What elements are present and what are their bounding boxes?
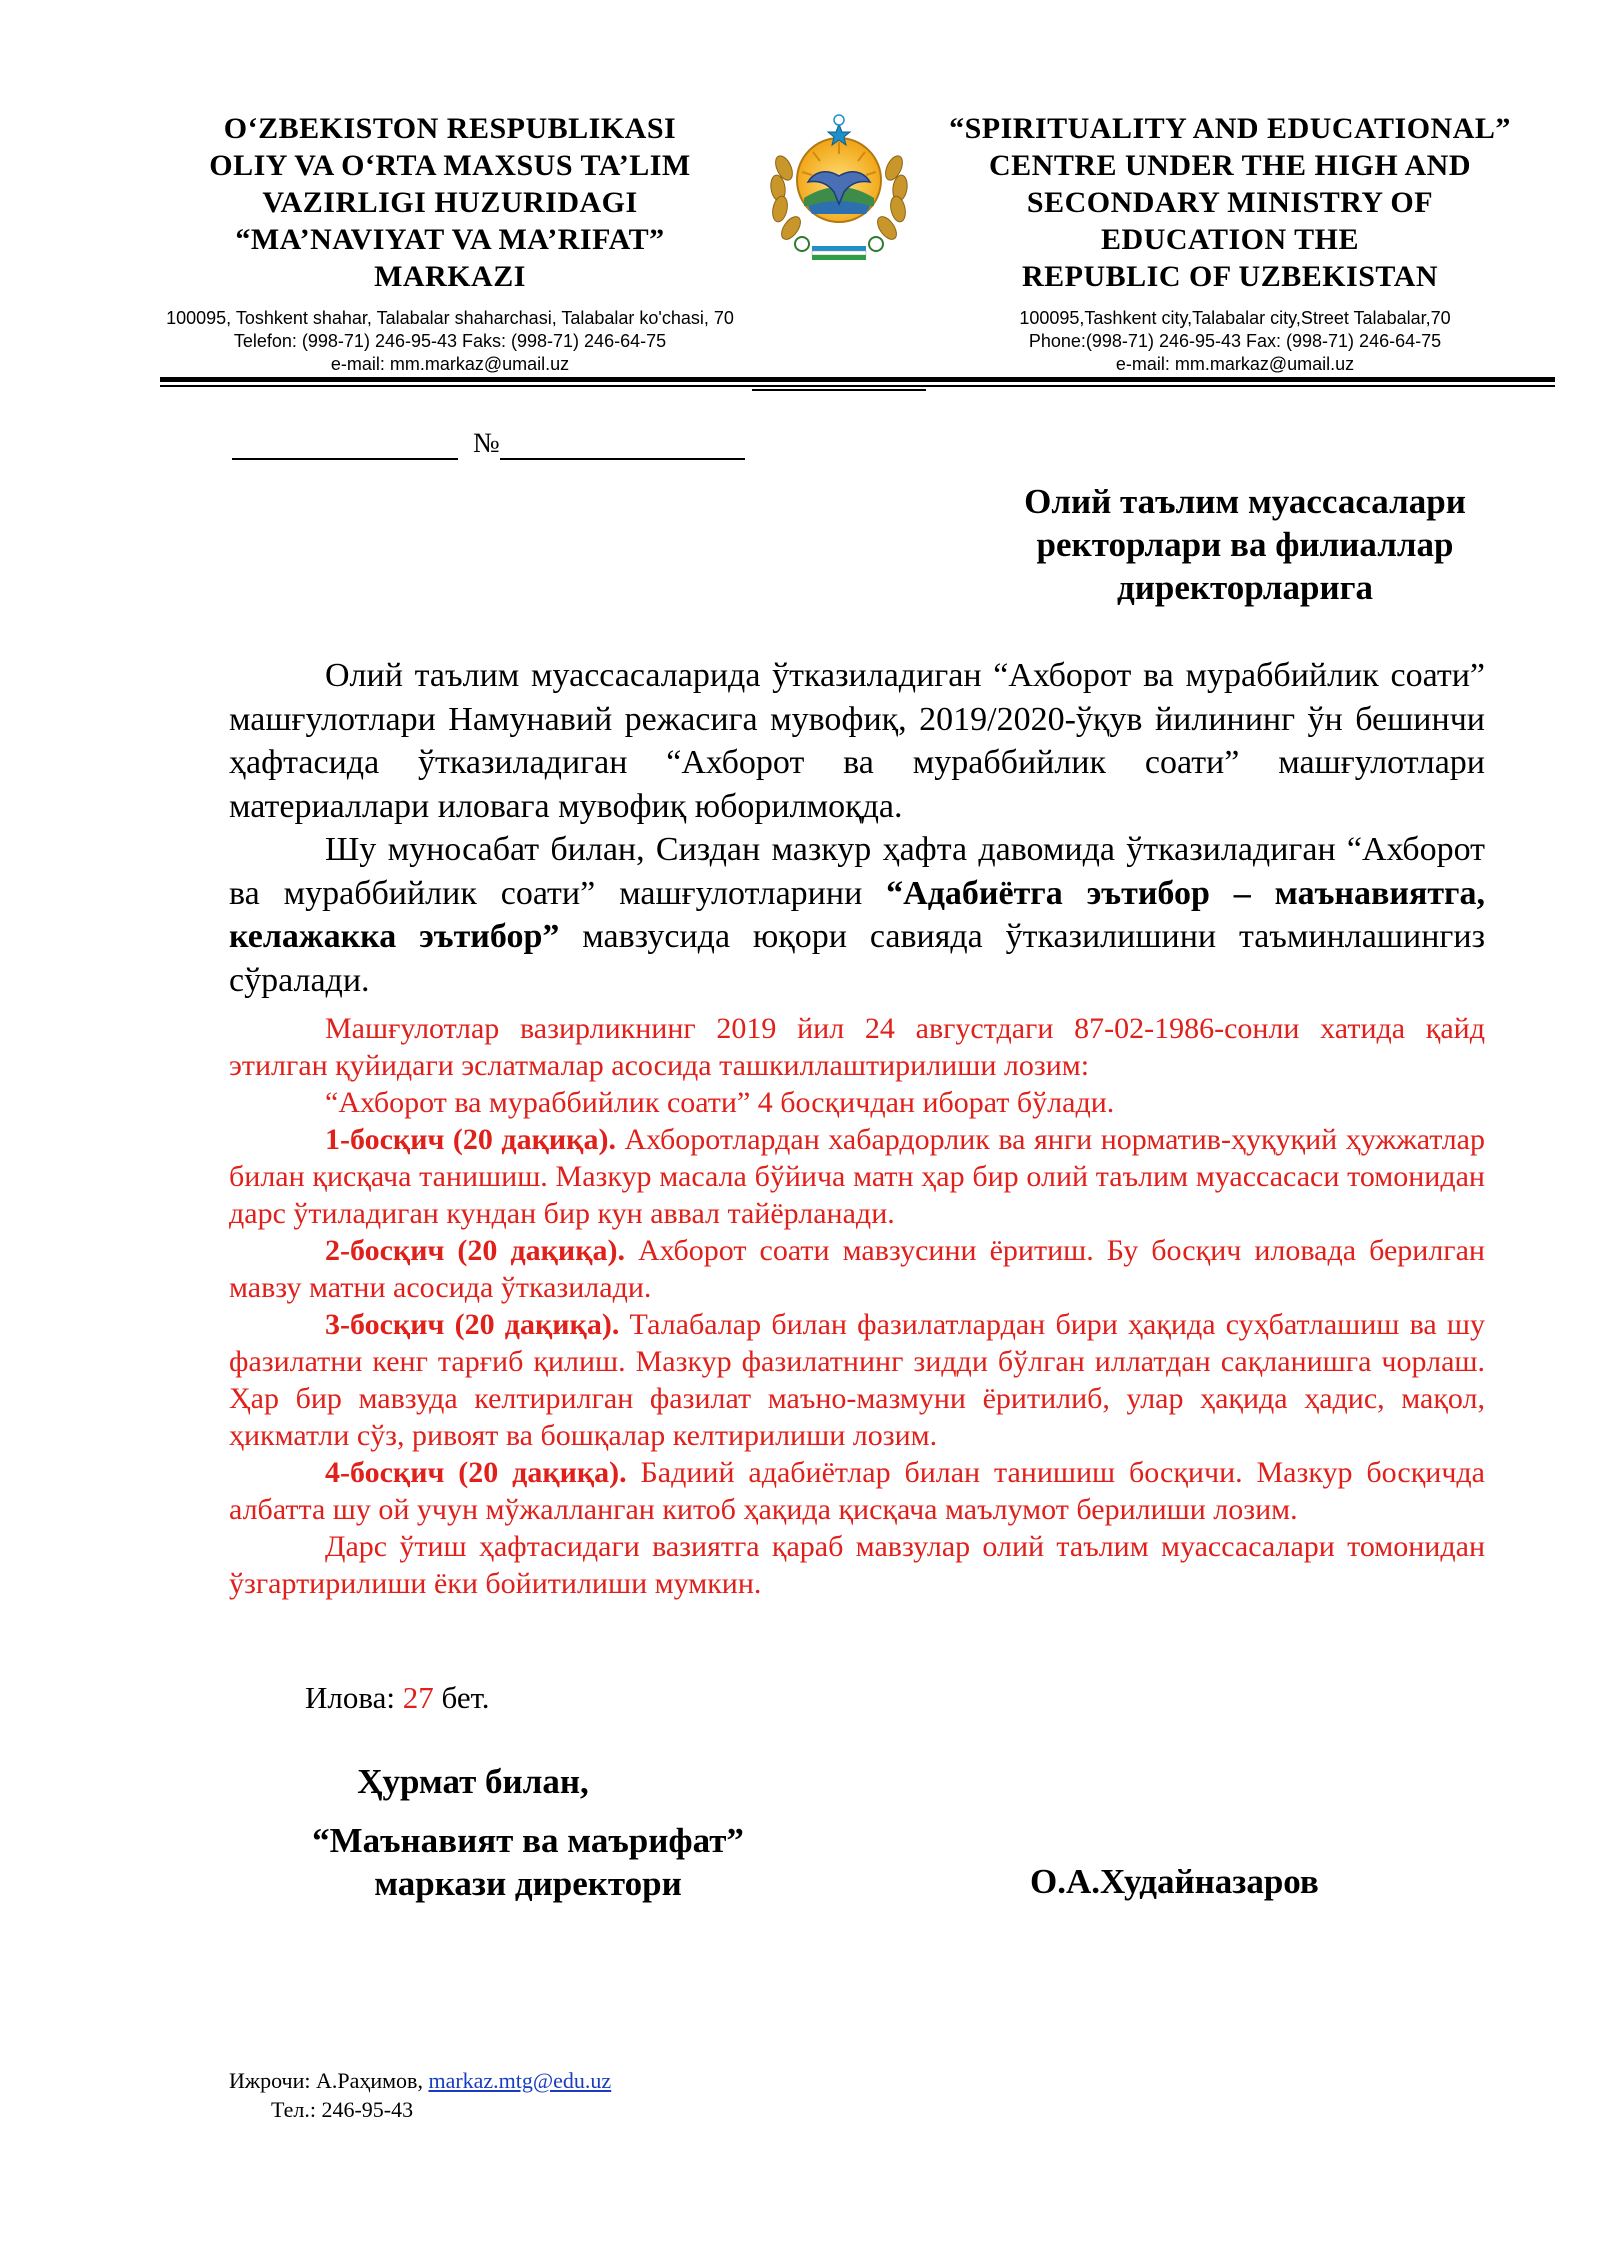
signature-closing: Ҳурмат билан, [357,1762,589,1801]
header-right-address-line: 100095,Tashkent city,Talabalar city,Street Talabalar,70 [1019,308,1451,328]
executor-line [229,2066,611,2095]
header-right-address [925,307,1545,376]
header-right-line-2: CENTRE UNDER THE HIGH AND [988,149,1472,182]
stage-4-label: 4-босқич (20 дақиқа). [325,1456,627,1489]
executor-email-link[interactable]: markaz.mtg@edu.uz [428,2068,612,2093]
header-left-line-1: O‘ZBEKISTON RESPUBLIKASI [223,112,677,145]
note-intro: Машғулотлар вазирликнинг 2019 йил 24 августдаги 87-02-1986-сонли хатида қайд этилган қуйидаги эслатмалар асосида ташкиллаштирилиши лозим: [229,1012,1485,1082]
note-stage-1 [229,1121,1485,1232]
body-paragraph-1: Олий таълим муассасаларида ўтказиладиган “Ахборот ва мураббийлик соати” машғулотлари Намунавий режасига мувофиқ, 2019/2020-ўқув йилининг ўн бешинчи ҳафтасида ўтказиладиган “Ахборот ва мураббийлик соати” машғулотлари материаллари иловага мувофиқ юборилмоқда. [229,657,1485,825]
stage-4-text: Бадиий адабиётлар билан танишиш босқичи. Мазкур босқичда албатта шу ой учун мўжалланган китоб ҳақида қисқача маълумот берилиши лозим. [229,1456,1485,1526]
stage-1-label: 1-босқич (20 дақиқа). [325,1123,616,1156]
number-sign: № [473,428,500,459]
executor-phone: Тел.: 246-95-43 [271,2097,414,2122]
attachment-line [305,1680,490,1716]
attachment-unit: бет. [433,1680,490,1715]
header-right-line-4: EDUCATION THE [1101,223,1359,256]
addressee-line-1: Олий таълим муассасалари [1024,482,1466,521]
signature-block [248,1760,808,1905]
stage-2-label: 2-босқич (20 дақиқа). [325,1234,625,1267]
stage-2-text: Ахборот соати мавзусини ёритиш. Бу босқич иловада берилган мавзу матни асосида ўтказилади. [229,1234,1485,1304]
header-left-org-name [160,110,740,295]
header-right-line-3: SECONDARY MINISTRY OF [1026,186,1434,219]
body-paragraph-2 [229,828,1485,1002]
stage-3-label: 3-босқич (20 дақиқа). [325,1308,620,1341]
attachment-page-count: 27 [402,1680,434,1715]
note-final: Дарс ўтиш ҳафтасидаги вазиятга қараб мавзулар олий таълим муассасалари томонидан ўзгартирилиши ёки бойитилиши мумкин. [229,1530,1485,1600]
header-left-line-2: OLIY VA O‘RTA MAXSUS TA’LIM [209,149,691,182]
stage-3-text: Талабалар билан фазилатлардан бири ҳақида суҳбатлашиш ва шу фазилатни кенг тарғиб қилиш. Мазкур фазилатнинг зидди бўлган иллатдан сақланишга чорлаш. Ҳар бир мавзуда келтирилган фазилат маъно-мазмуни ёритилиб, улар ҳақида ҳадис, мақол, ҳикматли сўз, ривоят ва бошқалар келтирилиши лозим. [229,1308,1485,1452]
date-blank [232,428,458,460]
topic-title: “Адабиётга эътибор – маънавиятга, келажакка эътибор” [229,874,1485,955]
signature-position: маркази директори [374,1864,682,1903]
stage-1-text: Ахборотлардан хабардорлик ва янги норматив-ҳуқуқий ҳужжатлар билан қисқача танишиш. Мазкур масала бўйича матн ҳар бир олий таълим муассасаси томонидан дарс ўтиладиган кундан бир кун аввал тайёрланади. [229,1123,1485,1230]
header-left-address-line: 100095, Toshkent shahar, Talabalar shaharchasi, Talabalar ko'chasi, 70 [166,308,734,328]
document-number-line [232,428,745,460]
header-left-address [130,307,770,376]
red-notes-block [229,1010,1485,1602]
note-stage-4 [229,1454,1485,1528]
addressee-line-2: ректорлари ва филиаллар [1036,525,1454,564]
attachment-label: Илова: [305,1680,403,1715]
addressee-block [960,480,1530,609]
header-right-email-line: e-mail: mm.markaz@umail.uz [1115,354,1355,374]
header-divider-thick [160,377,1555,382]
uzbekistan-state-emblem-icon [762,106,916,266]
executor-block [229,2066,611,2124]
header-left-phone-line: Telefon: (998-71) 246-95-43 Faks: (998-71) 246-64-75 [233,331,667,351]
number-blank [500,428,745,460]
note-stage-3 [229,1306,1485,1454]
header-right-line-5: REPUBLIC OF UZBEKISTAN [1021,260,1439,293]
header-right-line-1: “SPIRITUALITY AND EDUCATIONAL” [949,112,1511,145]
body-paragraph-2-start: Шу муносабат билан, Сиздан мазкур ҳафта давомида ўтказиладиган “Ахборот ва мураббийлик соати” машғулотларини [229,831,1485,912]
letter-body [229,654,1485,1002]
header-left-line-5: MARKAZI [374,260,526,293]
signatory-name: О.А.Худайназаров [1030,1862,1319,1901]
note-stages-count: “Ахборот ва мураббийлик соати” 4 босқичдан иборат бўлади. [325,1086,1115,1119]
header-left-line-4: “MA’NAVIYAT VA MA’RIFAT” [235,223,665,256]
header-right-phone-line: Phone:(998-71) 246-95-43 Fax: (998-71) 246-64-75 [1028,331,1442,351]
note-stage-2 [229,1232,1485,1306]
header-divider-center-accent [752,389,926,391]
body-paragraph-2-end: мавзусида юқори савияда ўтказилишини таъминлашингиз сўралади. [229,918,1485,999]
header-left-email-line: e-mail: mm.markaz@umail.uz [330,354,570,374]
signature-org: “Маънавият ва маърифат” [312,1821,744,1860]
header-divider-thin [160,385,1555,387]
header-right-org-name [920,110,1540,295]
addressee-line-3: директорларига [1116,568,1374,607]
executor-label: Ижрочи: А.Раҳимов, [229,2068,429,2093]
header-left-line-3: VAZIRLIGI HUZURIDAGI [262,186,638,219]
